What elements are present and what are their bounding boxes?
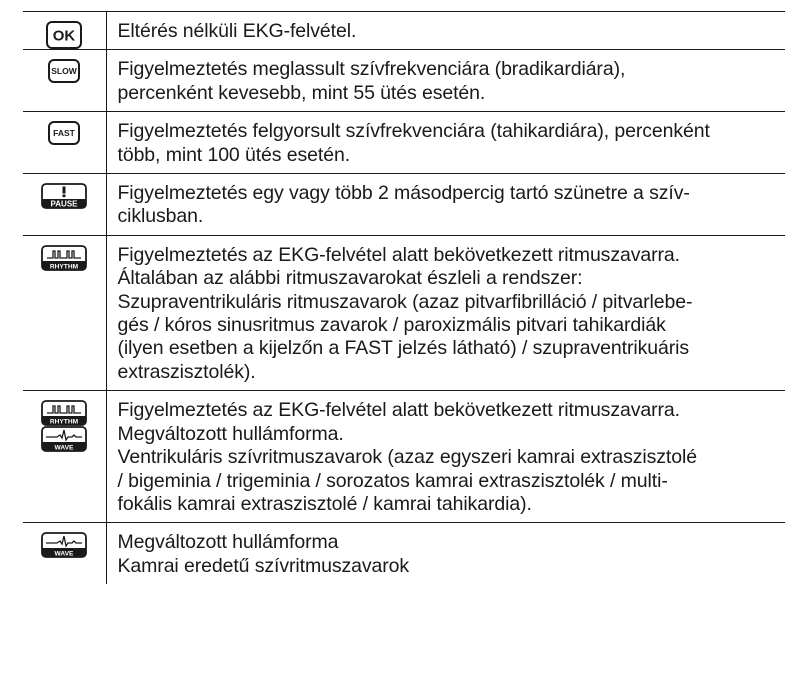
fast-icon [48, 121, 80, 145]
description-line: Megváltozott hullámforma [117, 531, 339, 554]
description-line: Figyelmeztetés az EKG-felvétel alatt bekövetkezett ritmuszavarra. [117, 243, 680, 266]
legend-row [23, 523, 785, 584]
ok-icon [46, 21, 82, 49]
description-line: extraszisztolék). [117, 360, 256, 383]
legend-description [106, 50, 785, 112]
legend-icon-cell [23, 112, 106, 174]
legend-description [106, 235, 785, 390]
description-line: ciklusban. [117, 205, 204, 228]
legend-icon-cell [23, 391, 106, 523]
legend-icon-cell [23, 235, 106, 390]
legend-description [106, 112, 785, 174]
legend-row [23, 50, 785, 112]
description-line: Szupraventrikuláris ritmuszavarok (azaz pitvarfibrilláció / pitvarlebe- [117, 290, 693, 313]
svg-text:RHYTHM: RHYTHM [50, 418, 79, 426]
pause-icon [41, 183, 87, 209]
description-line: percenként kevesebb, mint 55 ütés esetén. [117, 81, 486, 104]
description-line: Eltérés nélküli EKG-felvétel. [117, 20, 357, 42]
description-line: gés / kóros sinusritmus zavarok / paroxizmális pitvari tahikardiák [117, 314, 666, 337]
legend-row [23, 235, 785, 390]
description-line: Figyelmeztetés egy vagy több 2 másodpercig tartó szünetre a szív- [117, 182, 690, 205]
description-line: Figyelmeztetés az EKG-felvétel alatt bekövetkezett ritmuszavarra. [117, 399, 680, 422]
svg-text:RHYTHM: RHYTHM [50, 263, 79, 271]
svg-text:PAUSE: PAUSE [50, 199, 78, 209]
svg-text:WAVE: WAVE [54, 550, 74, 558]
wave-icon [41, 532, 87, 558]
svg-text:FAST: FAST [53, 128, 76, 139]
legend-row [23, 112, 785, 174]
legend-icon-cell [23, 523, 106, 584]
svg-text:OK: OK [53, 27, 76, 45]
svg-text:SLOW: SLOW [51, 66, 77, 77]
description-line: Figyelmeztetés meglassult szívfrekvenciára (bradikardiára), [117, 58, 626, 81]
description-line: fokális kamrai extraszisztolé / kamrai tahikardia). [117, 492, 532, 515]
legend-row [23, 12, 785, 50]
legend-icon-cell [23, 12, 106, 50]
legend-icon-cell [23, 174, 106, 236]
rhythm-icon [41, 245, 87, 271]
legend-icon-cell [23, 50, 106, 112]
legend-description [106, 391, 785, 523]
legend-description [106, 523, 785, 584]
svg-text:WAVE: WAVE [54, 444, 74, 452]
rhythm-icon [41, 400, 87, 426]
description-line: Megváltozott hullámforma. [117, 422, 344, 445]
description-line: Figyelmeztetés felgyorsult szívfrekvenciára (tahikardiára), percenként [117, 120, 710, 143]
legend-description [106, 12, 785, 50]
legend-row [23, 391, 785, 523]
description-line: (ilyen esetben a kijelzőn a FAST jelzés látható) / szupraventrikuáris [117, 337, 690, 360]
legend-description [106, 174, 785, 236]
legend-body [23, 12, 785, 585]
legend-row [23, 174, 785, 236]
description-line: / bigeminia / trigeminia / sorozatos kamrai extraszisztolék / multi- [117, 469, 668, 492]
description-line: több, mint 100 ütés esetén. [117, 143, 351, 166]
description-line: Ventrikuláris szívritmuszavarok (azaz egyszeri kamrai extraszisztolé [117, 446, 697, 469]
description-line: Kamrai eredetű szívritmuszavarok [117, 554, 410, 577]
legend-table [23, 11, 785, 584]
description-line: Általában az alábbi ritmuszavarokat észleli a rendszer: [117, 267, 583, 290]
wave-icon [41, 426, 87, 452]
slow-icon [48, 59, 80, 83]
